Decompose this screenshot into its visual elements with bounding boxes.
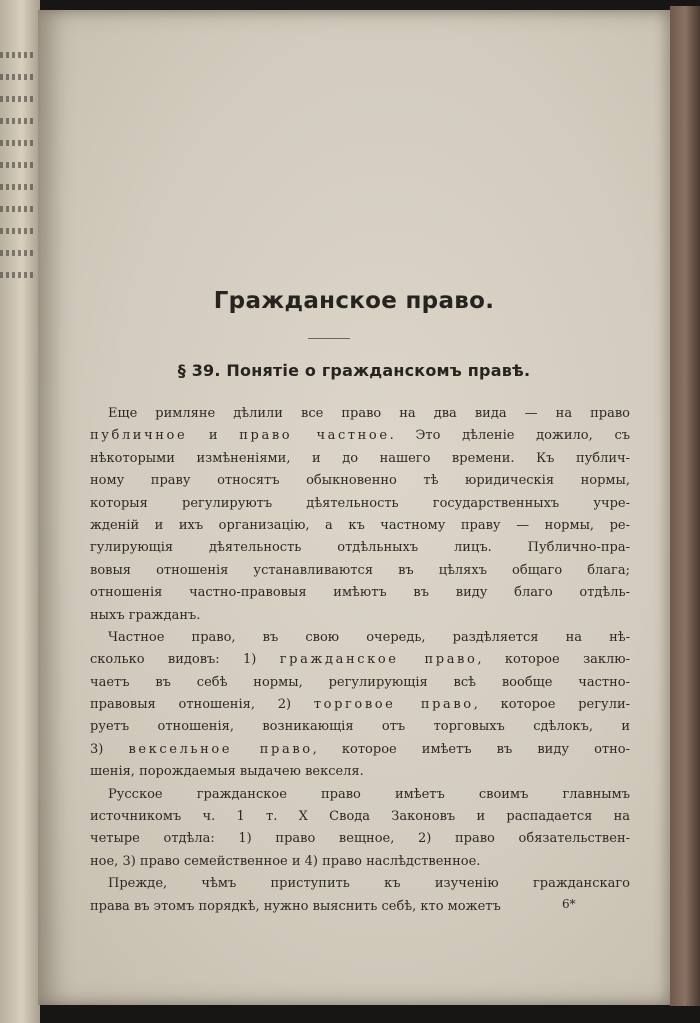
text-fragment: сколько видовъ: 1)	[90, 652, 280, 668]
text-fragment: и	[187, 428, 240, 444]
spaced-emphasis-text: торговое право	[313, 697, 474, 713]
spaced-emphasis-text: публичное	[90, 428, 188, 444]
text-line: источникомъ ч. 1 т. X Свода Законовъ и распадается на	[90, 809, 630, 825]
left-page-edge	[0, 0, 40, 1023]
signature-mark: 6*	[562, 897, 576, 911]
text-line	[90, 694, 630, 716]
spaced-emphasis-text: гражданское право	[279, 652, 478, 668]
book-cover-edge	[670, 6, 700, 1006]
text-line	[90, 739, 630, 761]
body-text	[90, 403, 630, 918]
text-line: Еще римляне дѣлили все право на два вида — на право	[108, 406, 630, 421]
text-line: ное, 3) право семейственное и 4) право наслѣдственное.	[90, 853, 481, 869]
text-line	[90, 649, 630, 671]
text-line: четыре отдѣла: 1) право вещное, 2) право обязательствен-	[90, 831, 630, 847]
text-line: которыя регулируютъ дѣятельность государственныхъ учре-	[90, 495, 630, 511]
text-line: жденій и ихъ организацію, а къ частному праву — нормы, ре-	[90, 517, 630, 533]
text-line: гулирующія дѣятельность отдѣльныхъ лицъ. Публично-пра-	[90, 540, 630, 556]
text-line: ныхъ гражданъ.	[90, 607, 201, 623]
text-line: вовыя отношенія устанавливаются въ цѣляхъ общаго блага;	[90, 562, 630, 578]
title-divider	[308, 338, 350, 339]
text-line: чаетъ въ себѣ нормы, регулирующія всѣ вообще частно-	[90, 674, 630, 690]
text-line: Русское гражданское право имѣетъ своимъ главнымъ	[108, 786, 630, 802]
text-line: права въ этомъ порядкѣ, нужно выяснить себѣ, кто можетъ	[90, 898, 501, 914]
text-line	[90, 425, 630, 447]
text-line: Прежде, чѣмъ приступить къ изученію гражданскаго	[108, 876, 630, 892]
text-line: Частное право, въ свою очередь, раздѣляется на нѣ-	[108, 629, 630, 645]
text-fragment: , которое заклю-	[477, 652, 630, 668]
text-line: нѣкоторыми измѣненіями, и до нашего времени. Къ публич-	[90, 450, 630, 466]
spaced-emphasis-text: право частное	[239, 428, 390, 444]
text-fragment: , которое имѣетъ въ виду отно-	[312, 741, 630, 757]
text-line: ному праву относятъ обыкновенно тѣ юридическія нормы,	[90, 473, 630, 489]
text-fragment: , которое регули-	[473, 697, 630, 713]
text-line: руетъ отношенія, возникающія отъ торговыхъ сдѣлокъ, и	[90, 719, 630, 735]
text-line: шенія, порождаемыя выдачею векселя.	[90, 764, 364, 780]
spaced-emphasis-text: вексельное право	[128, 741, 313, 757]
text-line: отношенія частно-правовыя имѣютъ въ виду благо отдѣль-	[90, 585, 630, 601]
text-fragment: 3)	[90, 741, 129, 757]
chapter-title: Гражданское право.	[213, 288, 495, 314]
text-fragment: правовыя отношенія, 2)	[90, 697, 314, 713]
book-page	[38, 10, 670, 1005]
text-fragment: . Это дѣленіе дожило, съ	[389, 428, 630, 444]
section-title: § 39. Понятіе о гражданскомъ правѣ.	[177, 361, 531, 380]
